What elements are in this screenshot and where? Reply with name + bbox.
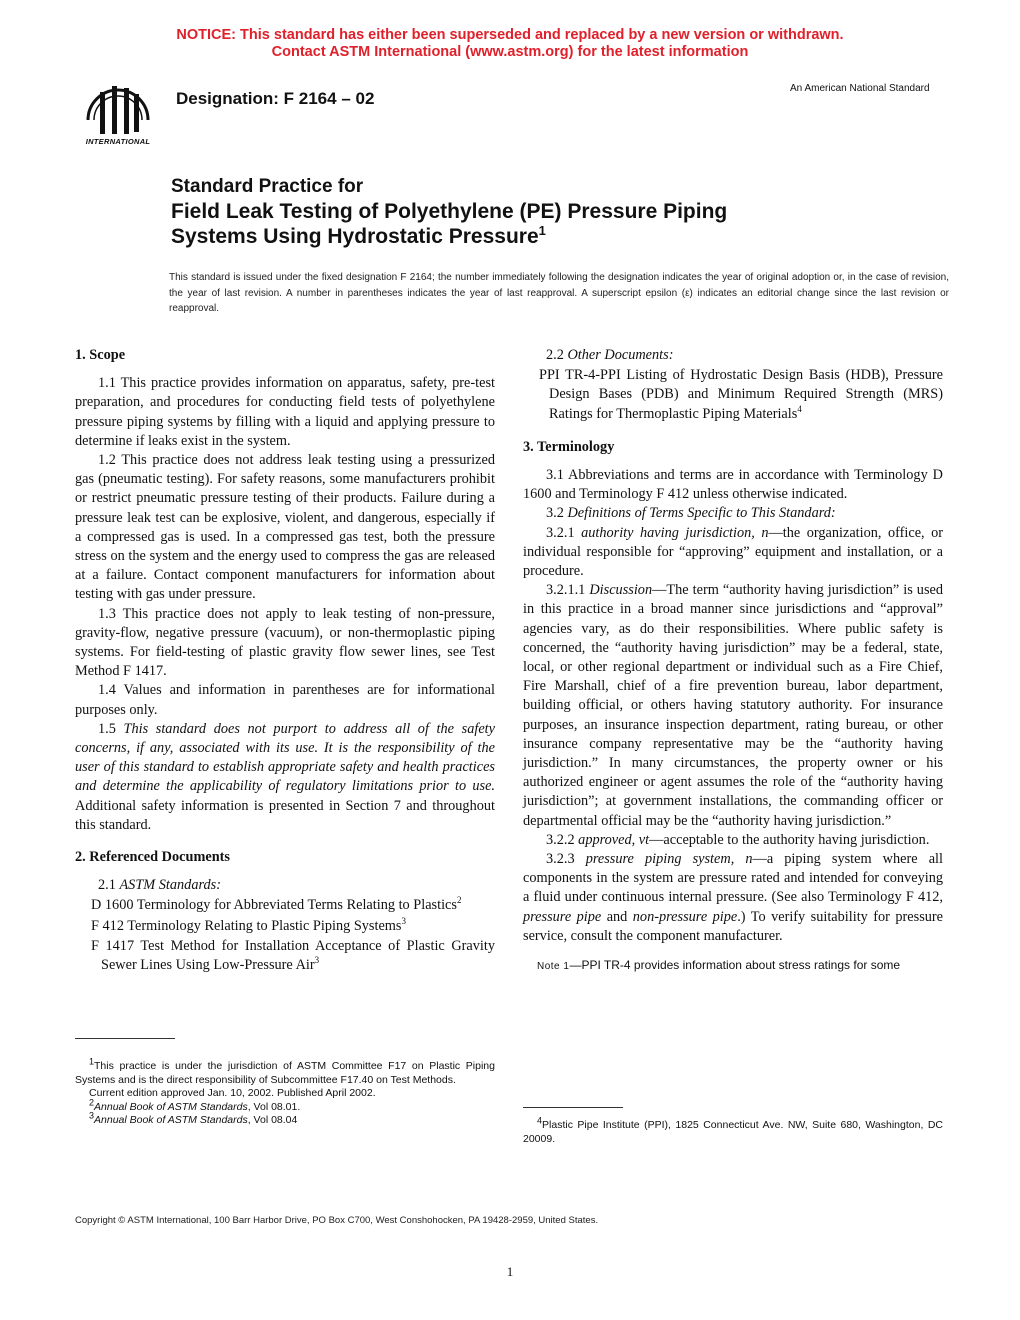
definition-text: —acceptable to the authority having jurisdiction.: [649, 831, 930, 848]
paragraph-1-1: 1.1 This practice provides information on apparatus, safety, pre-test preparation, and procedures for conducting field tests of polyethylene pressure piping systems by filling with a liquid and applying pressure to determine if leaks exist in the system.: [75, 375, 495, 449]
defined-term: authority having jurisdiction, n: [581, 524, 769, 541]
title-line-3: [171, 224, 951, 249]
reference-footnote-ref: 3: [401, 915, 406, 926]
cross-term: non-pressure pipe: [632, 908, 738, 925]
reference-d1600: [91, 896, 495, 915]
reference-text: F 1417 Test Method for Installation Acceptance of Plastic Gravity Sewer Lines Using Low-Pressure Air: [91, 937, 495, 974]
reference-footnote-ref: 3: [314, 955, 320, 966]
paragraph-1-2: 1.2 This practice does not address leak testing using a pressurized gas (pneumatic testing). For safety reasons, some manufacturers prohibit or restrict pneumatic pressure testing of their products. Failure during a pressure leak test can be explosive, violent, and dangerous, especially if a compressed gas is used. In a compressed gas test, both the pressure stress on the system and the energy used to compress the gas are released at a failure. Contact component manufacturers for information about testing with gas under pressure.: [75, 452, 495, 603]
footnote-marker: 3: [89, 1110, 95, 1121]
section-heading-terminology: 3. Terminology: [523, 438, 615, 455]
logo-subtext: INTERNATIONAL: [85, 137, 151, 146]
subsection-2-2-number: 2.2: [546, 347, 568, 363]
paragraph-number: 3.2.2: [546, 831, 579, 848]
footnote-divider-right: [523, 1107, 623, 1108]
title-footnote-ref: 1: [538, 223, 546, 238]
left-column: [75, 346, 495, 976]
footnote-marker: 4: [537, 1115, 543, 1126]
discussion-text: —The term “authority having jurisdiction” is used in this practice in a broad manner since jurisdictions and “approval” agencies vary, as do their responsibilities. Where public safety is concerned, the “authority having jurisdiction” may be a federal, state, local, or other regional department or individual such as a Fire Chief, Fire Marshall, chief of a fire prevention bureau, labor department, building official, or others having statutory authority. For insurance purposes, an insurance inspection department, rating bureau, or other insurance company representative may be the “authority having jurisdiction.” In many circumstances, the property owner or his authorized engineer or agent assumes the role of the “authority having jurisdiction”; at government installations, the commanding officer or departmental official may be the “authority having jurisdiction.”: [523, 582, 944, 829]
withdrawal-notice: [0, 27, 1020, 60]
paragraph-3-2-2: [523, 831, 943, 850]
reference-f1417: [91, 937, 495, 975]
footnote-text: This practice is under the jurisdiction of ASTM Committee F17 on Plastic Piping Systems and is the direct responsibility of Subcommittee F17.40 on Test Methods.: [75, 1060, 495, 1086]
american-national-standard-label: An American National Standard: [790, 83, 930, 94]
paragraph-3-2: [523, 504, 943, 523]
right-column: [523, 346, 943, 976]
title-line-1: Standard Practice for: [171, 176, 364, 197]
cross-term: pressure pipe: [523, 908, 602, 925]
note-label: Note 1: [537, 961, 570, 973]
paragraph-3-2-3: [523, 850, 943, 946]
footnote-3: [75, 1110, 495, 1128]
paragraph-3-2-number: 3.2: [546, 505, 568, 522]
section-heading-referenced-documents: 2. Referenced Documents: [75, 849, 230, 866]
defined-term: approved, vt: [578, 831, 650, 848]
paragraph-1-5: [75, 720, 495, 835]
note-1: [523, 956, 943, 976]
reference-footnote-ref: 2: [456, 895, 462, 906]
definition-text: —the organization, office, or individual responsible for “approving” equipment and installation, or a procedure.: [523, 524, 943, 580]
reference-text: D 1600 Terminology for Abbreviated Terms Relating to Plastics: [91, 897, 457, 914]
paragraph-1-5-caveat: This standard does not purport to address all of the safety concerns, if any, associated with its use. It is the responsibility of the user of this standard to establish appropriate safety and health practices and determine the applicability of regulatory limitations prior to use.: [75, 720, 495, 795]
reference-text: F 412 Terminology Relating to Plastic Piping Systems: [91, 917, 402, 934]
subsection-2-2: [546, 346, 943, 365]
definition-text: —a piping system where all components in the system are pressure rated and intended for conveying a fluid under continuous internal pressure. (See also Terminology F 412,: [523, 851, 943, 906]
footnote-book-title: Annual Book of ASTM Standards: [94, 1100, 248, 1113]
definition-text: and: [601, 908, 633, 925]
paragraph-number: 3.2.1.1: [546, 582, 590, 599]
reference-footnote-ref: 4: [797, 403, 802, 414]
notice-line-2: Contact ASTM International (www.astm.org) for the latest information: [271, 43, 749, 60]
footnotes-right: [523, 1115, 943, 1146]
notice-line-1: NOTICE: This standard has either been superseded and replaced by a new version or withdrawn.: [176, 27, 844, 43]
paragraph-1-5-number: 1.5: [98, 720, 124, 737]
footnote-text: , Vol 08.01.: [247, 1100, 301, 1113]
footnote-text: , Vol 08.04: [247, 1114, 298, 1126]
footnote-4: [523, 1115, 943, 1146]
reference-f412: [91, 917, 495, 936]
title-line-3-text: Systems Using Hydrostatic Pressure: [171, 225, 539, 248]
paragraph-1-5-rest: Additional safety information is presented in Section 7 and throughout this standard.: [75, 797, 495, 833]
subsection-2-1: [98, 876, 495, 895]
paragraph-3-1: 3.1 Abbreviations and terms are in accordance with Terminology D 1600 and Terminology F 412 unless otherwise indicated.: [523, 467, 943, 503]
discussion-label: Discussion: [589, 582, 653, 599]
subsection-2-1-number: 2.1: [98, 877, 120, 894]
defined-term: pressure piping system, n: [585, 851, 753, 868]
document-title: [171, 175, 951, 249]
footnote-book-title: Annual Book of ASTM Standards: [94, 1114, 248, 1126]
subsection-2-1-label: ASTM Standards:: [119, 877, 221, 894]
definition-text: .) To verify suitability for pressure service, consult the component manufacturer.: [523, 908, 944, 944]
astm-logo: [76, 74, 160, 150]
footnote-text: Plastic Pipe Institute (PPI), 1825 Connecticut Ave. NW, Suite 680, Washington, DC 20009.: [523, 1119, 943, 1145]
paragraph-3-2-label: Definitions of Terms Specific to This Standard:: [567, 505, 836, 522]
reference-ppi-tr4: [539, 366, 943, 424]
note-text: —PPI TR-4 provides information about stress ratings for some: [569, 958, 901, 973]
copyright-line: Copyright © ASTM International, 100 Barr Harbor Drive, PO Box C700, West Conshohocken, PA 19428-2959, United States.: [75, 1215, 599, 1226]
title-line-2: Field Leak Testing of Polyethylene (PE) Pressure Piping: [171, 200, 728, 223]
paragraph-3-2-1-1: [523, 581, 943, 831]
footnote-marker: 2: [89, 1097, 95, 1107]
page-number: 1: [506, 1264, 514, 1279]
footnote-edition: Current edition approved Jan. 10, 2002. Published April 2002.: [89, 1087, 376, 1099]
designation: Designation: F 2164 – 02: [176, 89, 375, 108]
footnote-divider-left: [75, 1038, 175, 1039]
paragraph-1-3: 1.3 This practice does not apply to leak testing of non-pressure, gravity-flow, negative pressure (vacuum), or non-thermoplastic piping systems. For field-testing of plastic gravity flow sewer lines, see Test Method F 1417.: [75, 605, 495, 680]
subsection-2-2-label: Other Documents:: [567, 347, 674, 363]
standard-issuance-note: This standard is issued under the fixed designation F 2164; the number immediately following the designation indicates the year of original adoption or, in the case of revision, the year of last revision. A number in parentheses indicates the year of last reapproval. A superscript epsilon (ε) indicates an editorial change since the last revision or reapproval.: [169, 272, 949, 314]
paragraph-number: 3.2.1: [546, 524, 582, 541]
footnotes-left: [75, 1056, 495, 1128]
reference-text: PPI TR-4-PPI Listing of Hydrostatic Design Basis (HDB), Pressure Design Bases (PDB) and Minimum Required Strength (MRS) Ratings for Thermoplastic Piping Materials: [539, 367, 943, 422]
paragraph-3-2-1: [523, 524, 943, 582]
section-heading-scope: 1. Scope: [75, 347, 126, 363]
paragraph-1-4: 1.4 Values and information in parentheses are for informational purposes only.: [75, 682, 495, 718]
footnote-marker: 1: [89, 1056, 95, 1067]
footnote-2: [75, 1097, 495, 1115]
footnote-1: [75, 1056, 495, 1087]
paragraph-number: 3.2.3: [546, 851, 586, 868]
